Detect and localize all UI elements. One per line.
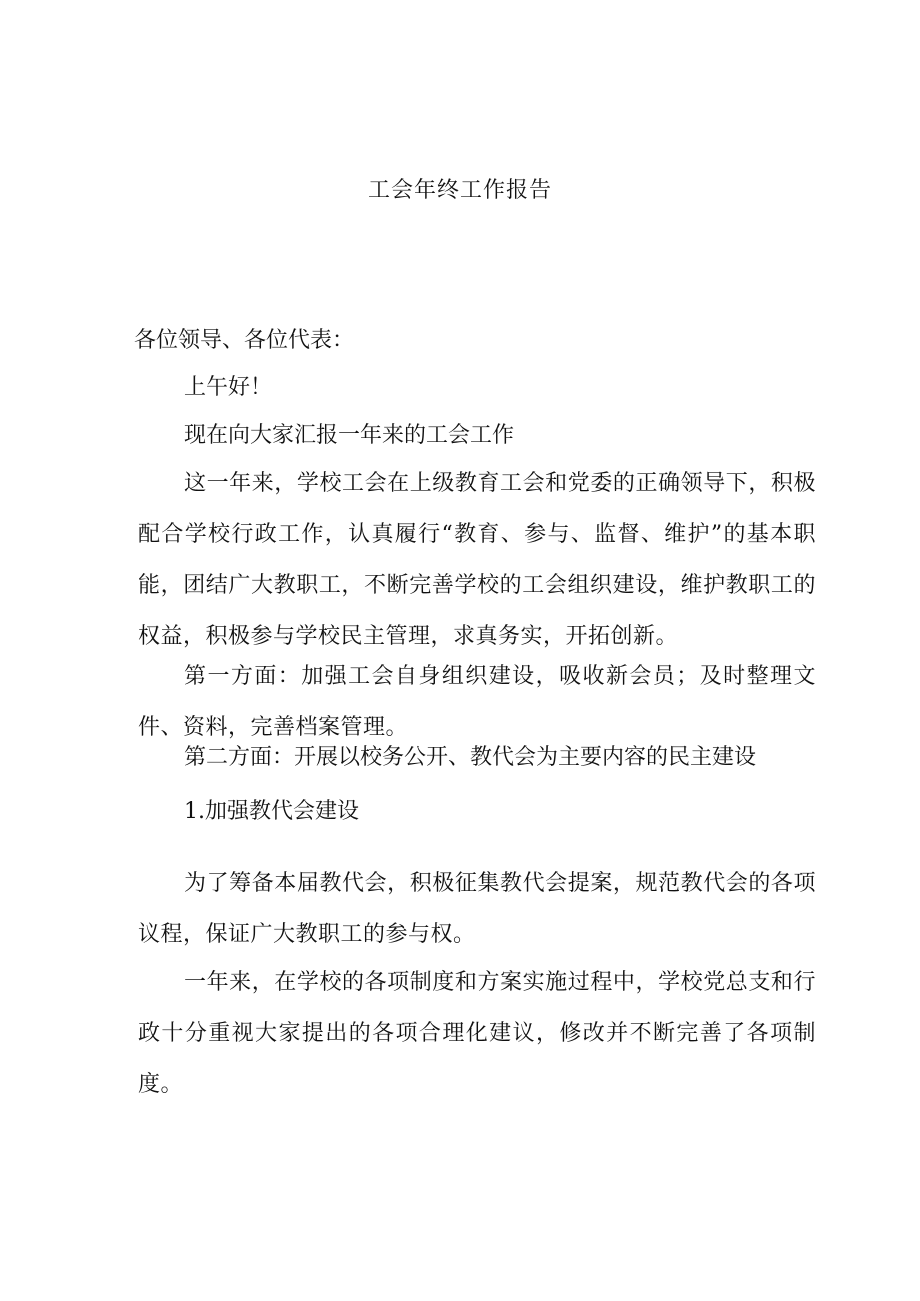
subsection-1-heading: 1.加强教代会建设 <box>184 799 359 824</box>
paragraph-section-1: 第一方面：加强工会自身组织建设，吸收新会员；及时整理文件、资料，完善档案管理。 <box>138 664 816 740</box>
greeting: 上午好！ <box>184 375 273 400</box>
document-title: 工会年终工作报告 <box>367 178 552 203</box>
salutation: 各位领导、各位代表： <box>134 328 355 353</box>
paragraph-congress-preparation: 为了筹备本届教代会，积极征集教代会提案，规范教代会的各项议程，保证广大教职工的参与权。 <box>138 871 816 947</box>
intro-line: 现在向大家汇报一年来的工会工作 <box>184 423 515 448</box>
section-2-heading: 第二方面：开展以校务公开、教代会为主要内容的民主建设 <box>184 745 757 770</box>
paragraph-overview: 这一年来，学校工会在上级教育工会和党委的正确领导下，积极配合学校行政工作，认真履行“教育、参与、监督、维护”的基本职能，团结广大教职工，不断完善学校的工会组织建设，维护教职工的权益，积极参与学校民主管理，求真务实，开拓创新。 <box>138 471 816 649</box>
paragraph-year-review: 一年来，在学校的各项制度和方案实施过程中，学校党总支和行政十分重视大家提出的各项合理化建议，修改并不断完善了各项制度。 <box>138 970 816 1097</box>
